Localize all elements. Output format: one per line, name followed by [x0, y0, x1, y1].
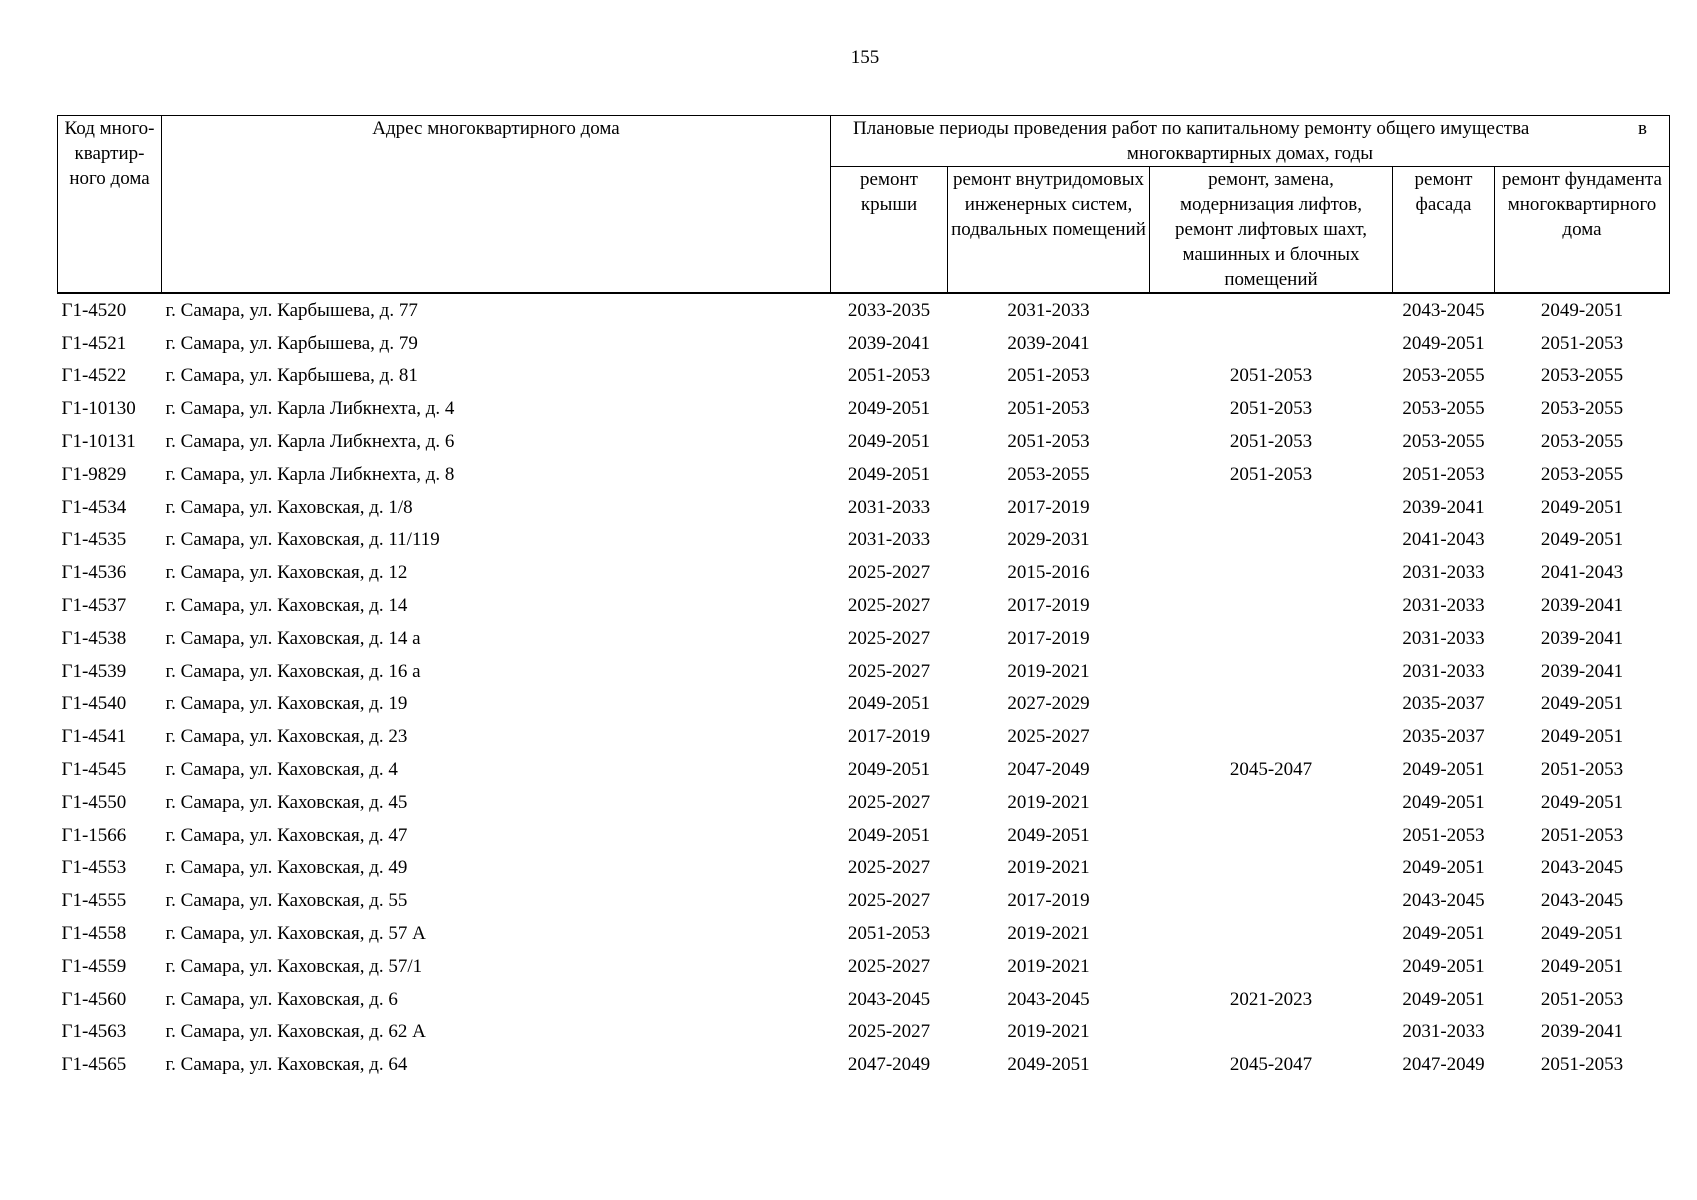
cell-lifts — [1150, 589, 1393, 622]
cell-facade: 2035-2037 — [1402, 693, 1485, 715]
cell-facade: 2051-2053 — [1402, 824, 1485, 846]
cell-foundation: 2041-2043 — [1540, 562, 1624, 584]
table-row — [58, 950, 1670, 983]
cell-lifts: 2051-2053 — [1229, 398, 1313, 420]
cell-roof: 2025-2027 — [847, 857, 931, 879]
cell-code: Г1-4541 — [61, 726, 127, 748]
cell-code: Г1-4545 — [61, 759, 127, 781]
cell-code: Г1-4536 — [61, 562, 127, 584]
table-row — [58, 524, 1670, 557]
cell-systems: 2019-2021 — [1007, 660, 1090, 682]
cell-systems: 2043-2045 — [1007, 988, 1090, 1010]
cell-code: Г1-4537 — [61, 595, 127, 617]
table-row — [58, 622, 1670, 655]
table-row — [58, 917, 1670, 950]
cell-foundation: 2053-2055 — [1540, 365, 1624, 387]
cell-foundation: 2043-2045 — [1540, 857, 1624, 879]
cell-facade: 2049-2051 — [1402, 332, 1485, 354]
cell-address: г. Самара, ул. Карбышева, д. 81 — [165, 365, 418, 387]
cell-roof: 2031-2033 — [847, 496, 931, 518]
cell-lifts: 2051-2053 — [1229, 365, 1313, 387]
cell-address: г. Самара, ул. Карла Либкнехта, д. 6 — [165, 431, 455, 453]
cell-foundation: 2049-2051 — [1540, 529, 1624, 551]
cell-code: Г1-4522 — [61, 365, 127, 387]
cell-facade: 2053-2055 — [1402, 431, 1485, 453]
cell-code: Г1-10131 — [61, 431, 136, 453]
cell-lifts — [1150, 819, 1393, 852]
cell-facade: 2047-2049 — [1402, 1054, 1485, 1076]
cell-address: г. Самара, ул. Каховская, д. 16 а — [165, 660, 421, 682]
cell-address: г. Самара, ул. Каховская, д. 55 — [165, 890, 408, 912]
cell-foundation: 2039-2041 — [1540, 660, 1624, 682]
header-periods-line2: многоквартирных домах, годы — [1126, 143, 1374, 164]
table-row — [58, 1048, 1670, 1081]
cell-foundation: 2053-2055 — [1540, 398, 1624, 420]
cell-facade: 2049-2051 — [1402, 857, 1485, 879]
table-row — [58, 589, 1670, 622]
cell-address: г. Самара, ул. Каховская, д. 6 — [165, 988, 398, 1010]
cell-lifts — [1150, 327, 1393, 360]
table-row — [58, 852, 1670, 885]
header-foundation: ремонт фундамента многоквартирного дома — [1495, 167, 1670, 294]
cell-code: Г1-4565 — [61, 1054, 127, 1076]
header-roof: ремонт крыши — [831, 167, 948, 294]
cell-systems: 2039-2041 — [1007, 332, 1090, 354]
table-body — [58, 293, 1670, 1081]
cell-facade: 2041-2043 — [1402, 529, 1485, 551]
cell-foundation: 2043-2045 — [1540, 890, 1624, 912]
cell-lifts — [1150, 950, 1393, 983]
cell-roof: 2025-2027 — [847, 660, 931, 682]
cell-address: г. Самара, ул. Каховская, д. 49 — [165, 857, 408, 879]
header-lifts: ремонт, замена, модернизация лифтов, ремонт лифтовых шахт, машинных и блочных помещений — [1150, 167, 1393, 294]
cell-foundation: 2051-2053 — [1540, 332, 1624, 354]
header-periods — [831, 116, 1670, 167]
cell-address: г. Самара, ул. Каховская, д. 45 — [165, 791, 408, 813]
cell-systems: 2025-2027 — [1007, 726, 1090, 748]
cell-address: г. Самара, ул. Каховская, д. 57/1 — [165, 955, 423, 977]
table-row — [58, 688, 1670, 721]
cell-lifts: 2045-2047 — [1229, 1054, 1313, 1076]
cell-foundation: 2051-2053 — [1540, 988, 1624, 1010]
table-row — [58, 655, 1670, 688]
cell-foundation: 2039-2041 — [1540, 1021, 1624, 1043]
repair-schedule-table — [57, 115, 1670, 1081]
cell-code: Г1-4559 — [61, 955, 127, 977]
header-facade: ремонт фасада — [1393, 167, 1495, 294]
table-row — [58, 425, 1670, 458]
cell-code: Г1-4534 — [61, 496, 127, 518]
cell-lifts — [1150, 786, 1393, 819]
cell-systems: 2019-2021 — [1007, 857, 1090, 879]
cell-address: г. Самара, ул. Карбышева, д. 79 — [165, 332, 418, 354]
cell-address: г. Самара, ул. Каховская, д. 12 — [165, 562, 408, 584]
cell-code: Г1-4520 — [61, 299, 127, 321]
cell-systems: 2029-2031 — [1007, 529, 1090, 551]
cell-address: г. Самара, ул. Каховская, д. 64 — [165, 1054, 408, 1076]
table-row — [58, 1016, 1670, 1049]
cell-lifts — [1150, 720, 1393, 753]
cell-foundation: 2039-2041 — [1540, 595, 1624, 617]
table-row — [58, 983, 1670, 1016]
cell-foundation: 2049-2051 — [1540, 955, 1624, 977]
cell-facade: 2049-2051 — [1402, 988, 1485, 1010]
cell-roof: 2049-2051 — [847, 398, 931, 420]
table-row — [58, 720, 1670, 753]
cell-address: г. Самара, ул. Каховская, д. 23 — [165, 726, 408, 748]
table-row — [58, 786, 1670, 819]
cell-systems: 2051-2053 — [1007, 431, 1090, 453]
cell-systems: 2047-2049 — [1007, 759, 1090, 781]
cell-roof: 2025-2027 — [847, 955, 931, 977]
cell-foundation: 2049-2051 — [1540, 726, 1624, 748]
cell-address: г. Самара, ул. Каховская, д. 57 А — [165, 923, 426, 945]
cell-code: Г1-9829 — [61, 463, 127, 485]
cell-foundation: 2051-2053 — [1540, 824, 1624, 846]
cell-systems: 2053-2055 — [1007, 463, 1090, 485]
cell-address: г. Самара, ул. Каховская, д. 14 а — [165, 627, 421, 649]
cell-address: г. Самара, ул. Каховская, д. 62 А — [165, 1021, 426, 1043]
cell-code: Г1-1566 — [61, 824, 127, 846]
cell-facade: 2051-2053 — [1402, 463, 1485, 485]
cell-facade: 2031-2033 — [1402, 595, 1485, 617]
table-row — [58, 392, 1670, 425]
cell-address: г. Самара, ул. Каховская, д. 4 — [165, 759, 398, 781]
cell-roof: 2051-2053 — [847, 923, 931, 945]
cell-lifts — [1150, 655, 1393, 688]
cell-roof: 2025-2027 — [847, 791, 931, 813]
cell-systems: 2051-2053 — [1007, 398, 1090, 420]
cell-lifts — [1150, 622, 1393, 655]
cell-lifts: 2051-2053 — [1229, 431, 1313, 453]
cell-code: Г1-4550 — [61, 791, 127, 813]
cell-roof: 2049-2051 — [847, 463, 931, 485]
cell-roof: 2025-2027 — [847, 890, 931, 912]
cell-roof: 2049-2051 — [847, 824, 931, 846]
cell-roof: 2049-2051 — [847, 431, 931, 453]
cell-roof: 2031-2033 — [847, 529, 931, 551]
cell-code: Г1-4563 — [61, 1021, 127, 1043]
cell-facade: 2031-2033 — [1402, 627, 1485, 649]
cell-roof: 2025-2027 — [847, 595, 931, 617]
cell-roof: 2049-2051 — [847, 759, 931, 781]
cell-facade: 2049-2051 — [1402, 923, 1485, 945]
cell-facade: 2043-2045 — [1402, 890, 1485, 912]
cell-roof: 2049-2051 — [847, 693, 931, 715]
cell-systems: 2049-2051 — [1007, 824, 1090, 846]
header-code: Код много-квартир-ного дома — [58, 116, 162, 294]
cell-lifts — [1150, 917, 1393, 950]
cell-systems: 2049-2051 — [1007, 1054, 1090, 1076]
cell-lifts — [1150, 884, 1393, 917]
cell-lifts — [1150, 852, 1393, 885]
table-row — [58, 556, 1670, 589]
header-periods-line1-tail: в — [1638, 118, 1647, 139]
cell-facade: 2053-2055 — [1402, 398, 1485, 420]
table-row — [58, 360, 1670, 393]
cell-code: Г1-4540 — [61, 693, 127, 715]
cell-code: Г1-4553 — [61, 857, 127, 879]
cell-code: Г1-4539 — [61, 660, 127, 682]
cell-facade: 2043-2045 — [1402, 299, 1485, 321]
cell-lifts — [1150, 524, 1393, 557]
cell-foundation: 2049-2051 — [1540, 693, 1624, 715]
header-address: Адрес многоквартирного дома — [162, 116, 831, 294]
cell-facade: 2035-2037 — [1402, 726, 1485, 748]
cell-systems: 2031-2033 — [1007, 299, 1090, 321]
cell-facade: 2039-2041 — [1402, 496, 1485, 518]
table-row — [58, 819, 1670, 852]
cell-facade: 2031-2033 — [1402, 562, 1485, 584]
cell-code: Г1-10130 — [61, 398, 136, 420]
cell-roof: 2017-2019 — [847, 726, 931, 748]
cell-systems: 2019-2021 — [1007, 923, 1090, 945]
table-header — [58, 116, 1670, 294]
cell-foundation: 2049-2051 — [1540, 923, 1624, 945]
cell-facade: 2049-2051 — [1402, 955, 1485, 977]
cell-lifts — [1150, 688, 1393, 721]
cell-address: г. Самара, ул. Каховская, д. 11/119 — [165, 529, 440, 551]
cell-systems: 2051-2053 — [1007, 365, 1090, 387]
cell-foundation: 2049-2051 — [1540, 791, 1624, 813]
table-row — [58, 327, 1670, 360]
cell-address: г. Самара, ул. Каховская, д. 19 — [165, 693, 408, 715]
cell-roof: 2043-2045 — [847, 988, 931, 1010]
cell-code: Г1-4560 — [61, 988, 127, 1010]
cell-facade: 2049-2051 — [1402, 791, 1485, 813]
cell-code: Г1-4558 — [61, 923, 127, 945]
cell-facade: 2053-2055 — [1402, 365, 1485, 387]
cell-roof: 2025-2027 — [847, 1021, 931, 1043]
cell-systems: 2017-2019 — [1007, 496, 1090, 518]
cell-foundation: 2053-2055 — [1540, 431, 1624, 453]
cell-code: Г1-4535 — [61, 529, 127, 551]
table-row — [58, 458, 1670, 491]
page-number: 155 — [850, 47, 880, 68]
table-row — [58, 884, 1670, 917]
cell-lifts: 2051-2053 — [1229, 463, 1313, 485]
cell-systems: 2019-2021 — [1007, 791, 1090, 813]
cell-roof: 2047-2049 — [847, 1054, 931, 1076]
cell-systems: 2027-2029 — [1007, 693, 1090, 715]
cell-systems: 2017-2019 — [1007, 595, 1090, 617]
cell-code: Г1-4538 — [61, 627, 127, 649]
cell-systems: 2019-2021 — [1007, 955, 1090, 977]
cell-code: Г1-4555 — [61, 890, 127, 912]
cell-address: г. Самара, ул. Каховская, д. 1/8 — [165, 496, 413, 518]
cell-roof: 2025-2027 — [847, 627, 931, 649]
cell-code: Г1-4521 — [61, 332, 127, 354]
cell-address: г. Самара, ул. Каховская, д. 47 — [165, 824, 408, 846]
cell-foundation: 2053-2055 — [1540, 463, 1624, 485]
cell-address: г. Самара, ул. Карбышева, д. 77 — [165, 299, 418, 321]
table-row — [58, 753, 1670, 786]
cell-systems: 2015-2016 — [1007, 562, 1090, 584]
cell-roof: 2025-2027 — [847, 562, 931, 584]
header-periods-line1: Плановые периоды проведения работ по капитальному ремонту общего имущества — [853, 118, 1530, 139]
cell-facade: 2031-2033 — [1402, 660, 1485, 682]
cell-foundation: 2051-2053 — [1540, 1054, 1624, 1076]
table-row — [58, 491, 1670, 524]
cell-facade: 2049-2051 — [1402, 759, 1485, 781]
cell-foundation: 2049-2051 — [1540, 299, 1624, 321]
cell-facade: 2031-2033 — [1402, 1021, 1485, 1043]
cell-address: г. Самара, ул. Карла Либкнехта, д. 8 — [165, 463, 455, 485]
cell-systems: 2017-2019 — [1007, 890, 1090, 912]
table-row — [58, 293, 1670, 327]
cell-roof: 2039-2041 — [847, 332, 931, 354]
cell-foundation: 2049-2051 — [1540, 496, 1624, 518]
header-systems: ремонт внутридомовых инженерных систем, подвальных помещений — [948, 167, 1150, 294]
cell-lifts — [1150, 556, 1393, 589]
cell-lifts — [1150, 491, 1393, 524]
cell-lifts: 2045-2047 — [1229, 759, 1313, 781]
cell-lifts — [1150, 293, 1393, 327]
cell-lifts: 2021-2023 — [1229, 988, 1313, 1010]
cell-roof: 2033-2035 — [847, 299, 931, 321]
cell-roof: 2051-2053 — [847, 365, 931, 387]
cell-systems: 2017-2019 — [1007, 627, 1090, 649]
cell-systems: 2019-2021 — [1007, 1021, 1090, 1043]
cell-lifts — [1150, 1016, 1393, 1049]
cell-address: г. Самара, ул. Каховская, д. 14 — [165, 595, 408, 617]
cell-foundation: 2039-2041 — [1540, 627, 1624, 649]
cell-address: г. Самара, ул. Карла Либкнехта, д. 4 — [165, 398, 455, 420]
cell-foundation: 2051-2053 — [1540, 759, 1624, 781]
